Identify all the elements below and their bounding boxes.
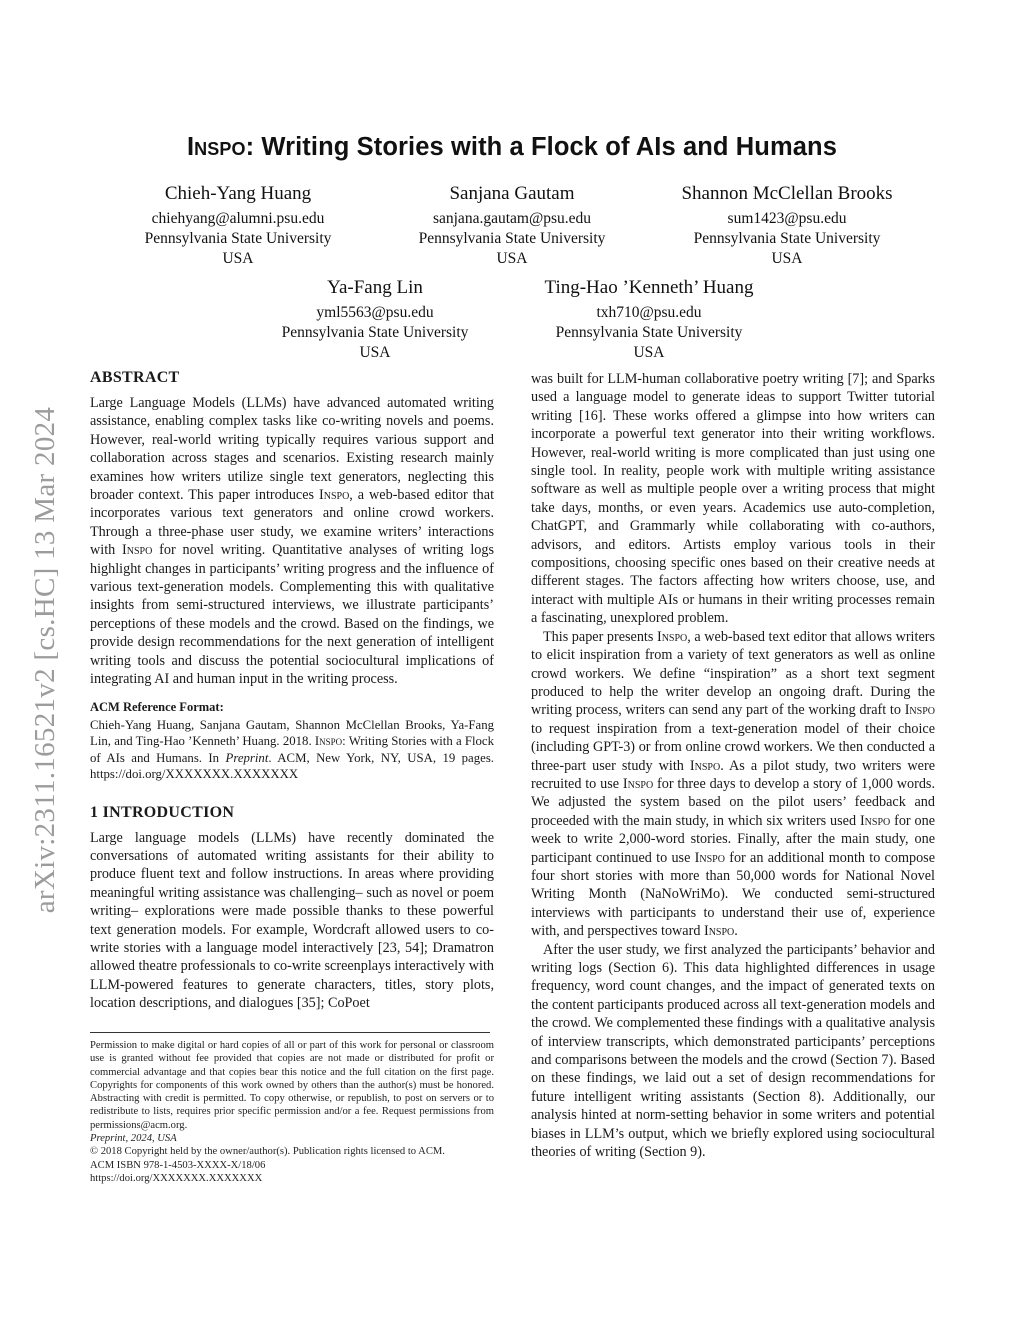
para-part: . <box>734 923 738 940</box>
doi-line: https://doi.org/XXXXXXX.XXXXXXX <box>90 1172 263 1184</box>
title-rest: : Writing Stories with a Flock of AIs and Humans <box>245 133 837 161</box>
author-affiliation: Pennsylvania State University <box>555 324 743 341</box>
abstract-part: Large Language Models (LLMs) have advanced automated writing assistance, enabling complex tasks like co-writing novels and poems. However, real-world writing typically requires various support and collaboration across stages and scenarios. Existing research mainly examines how writers utilize single text generators, neglecting this broader context. This paper introduces <box>90 395 494 504</box>
para-part: for three days to develop a story of 1,000 words. We adjusted the system based on the pilot users’ feedback and proceeded with the main study, in which six writers used <box>531 775 936 829</box>
para-part: for one week to write 2,000-word stories. Finally, after the main study, one participant continued to use <box>531 812 935 866</box>
intro-paragraph: After the user study, we first analyzed the participants’ behavior and writing logs (Section 6). This data highlighted differences in usage frequency, word count changes, and the impact of generated texts on the content participants produced across all text-generation models and the crowd. We complemented these findings with a qualitative analysis of interview transcripts, which demonstrated participants’ perceptions and comparisons between the models and the crowd (Section 7). Based on these findings, we laid out a set of design recommendations for future intelligent writing assistants (Section 8). Additionally, our analysis hinted at norm-setting behavior in some writers and potential biases in LLM’s output, which we briefly explored using sociocultural theories of writing (Section 9). <box>531 941 935 1161</box>
copyright-line: © 2018 Copyright held by the owner/author(s). Publication rights licensed to ACM. <box>90 1146 445 1158</box>
acm-ref-venue: Preprint <box>225 750 269 765</box>
acm-ref-heading: ACM Reference Format: <box>90 699 224 714</box>
intro-continued: was built for LLM-human collaborative poetry writing [7]; and Sparks used a language model to generate ideas to support Twitter tutorial writing [16]. These works offered a glimpse into how writers can incorporate a powerful text generator into their writing workflows. However, real-world writing is more complicated than just using one single tool. In reality, people work with multiple writing assistance software as well as multiple people over a writing process that might take days, months, or even years. Academics use auto-completion, ChatGPT, and Grammarly while collaborating with co-authors, advisors, and editors. Artists employ various tools in their compositions, choosing specific ones based on their creative needs at different stages. The factors affecting how writers choose, use, and interact with multiple AIs or humans in their writing processes remain a fascinating, unexplored problem. <box>531 371 935 627</box>
author-name: Shannon McClellan Brooks <box>681 183 893 204</box>
author-email: yml5563@psu.edu <box>316 304 434 321</box>
system-name: Inspo <box>689 757 721 774</box>
abstract-text <box>90 394 494 689</box>
author-name: Sanjana Gautam <box>449 183 575 204</box>
author-affiliation: Pennsylvania State University <box>418 230 606 247</box>
para-part: . As a pilot study, two writers were recruited to use <box>531 757 935 792</box>
system-name: Inspo <box>622 775 654 792</box>
arxiv-identifier: arXiv:2311.16521v2 [cs.HC] 13 Mar 2024 <box>29 406 61 914</box>
system-name: Inspo <box>656 628 688 645</box>
right-column <box>531 370 935 1161</box>
acm-ref-part: . ACM, New York, NY, USA, 19 pages. https://doi.org/XXXXXXX.XXXXXXX <box>90 750 494 781</box>
system-name: Inspo <box>187 133 246 161</box>
author-email: txh710@psu.edu <box>596 304 702 321</box>
author-country: USA <box>359 344 391 361</box>
author-block <box>499 276 799 363</box>
acm-ref-part: : Writing Stories with a Flock of AIs and Humans. In <box>90 734 494 765</box>
author-country: USA <box>222 250 254 267</box>
author-name: Ting-Hao ’Kenneth’ Huang <box>544 277 754 298</box>
author-name: Chieh-Yang Huang <box>164 183 312 204</box>
author-block <box>362 182 662 269</box>
system-name: Inspo <box>314 734 343 748</box>
left-column <box>90 368 494 1013</box>
system-name: Inspo <box>122 542 153 559</box>
author-block <box>637 182 937 269</box>
author-country: USA <box>496 250 528 267</box>
system-name: Inspo <box>859 812 891 829</box>
system-name: Inspo <box>694 849 725 866</box>
permission-notice: Permission to make digital or hard copies of all or part of this work for personal or classroom use is granted without fee provided that copies are not made or distributed for profit or commercial advantage and that copies bear this notice and the full citation on the first page. Copyrights for components of this work owned by others than the author(s) must be honored. Abstracting with credit is permitted. To copy otherwise, or republish, to post on servers or to redistribute to lists, requires prior specific permission and/or a fee. Request permissions from permissions@acm.org. <box>90 1040 494 1131</box>
author-country: USA <box>633 344 665 361</box>
footnote-divider <box>90 1032 490 1033</box>
abstract-heading: ABSTRACT <box>90 369 180 386</box>
system-name: Inspo <box>319 487 350 504</box>
system-name: Inspo <box>904 702 935 719</box>
para-part: to request inspiration from a text-generation model of their choice (including GPT-3) or from online crowd workers. We then conducted a three-part user study with <box>531 720 935 774</box>
venue-line: Preprint, 2024, USA <box>90 1133 177 1145</box>
intro-paragraph <box>531 628 935 941</box>
abstract-part: for novel writing. Quantitative analyses of writing logs highlight changes in participants’ writing progress and the influence of various text-generation models. Complementing this with qualitative insights from semi-structured interviews, we illustrate participants’ perceptions of these models and the crowd. Based on the findings, we provide design recommendations for the next generation of intelligent writing tools and discuss the potential sociocultural implications of integrating AI and human input in the writing process. <box>90 542 494 688</box>
author-block <box>88 182 388 269</box>
author-email: sanjana.gautam@psu.edu <box>432 210 592 227</box>
para-part: This paper presents <box>543 628 657 645</box>
author-affiliation: Pennsylvania State University <box>693 230 881 247</box>
author-name: Ya-Fang Lin <box>327 277 423 298</box>
system-name: Inspo <box>703 923 735 940</box>
author-country: USA <box>771 250 803 267</box>
acm-ref-part: Chieh-Yang Huang, Sanjana Gautam, Shannon McClellan Brooks, Ya-Fang Lin, and Ting-Hao ’Kenneth’ Huang. 2018. <box>90 717 494 748</box>
arxiv-stamp <box>28 350 62 970</box>
author-affiliation: Pennsylvania State University <box>144 230 332 247</box>
author-block <box>225 276 525 363</box>
abstract-part: , a web-based editor that incorporates various text generators and online crowd workers. Through a three-phase user study, we examine writers’ interactions with <box>90 487 495 559</box>
para-part: , a web-based text editor that allows writers to elicit inspiration from a variety of text generators as well as online crowd workers. We define “inspiration” as a short text segment produced to help the writer develop an ongoing draft. During the writing process, writers can send any part of the working draft to <box>531 628 935 719</box>
author-email: chiehyang@alumni.psu.edu <box>151 210 325 227</box>
para-part: for an additional month to compose four short stories with more than 50,000 words for National Novel Writing Month (NaNoWriMo). We conducted semi-structured interviews with participants to understand their use of, experience with, and perspectives toward <box>531 849 935 940</box>
footnote <box>90 1039 494 1185</box>
acm-ref-text <box>90 717 494 783</box>
paper-title <box>100 133 924 162</box>
author-affiliation: Pennsylvania State University <box>281 324 469 341</box>
introduction-heading: 1 INTRODUCTION <box>90 803 235 821</box>
isbn-line: ACM ISBN 978-1-4503-XXXX-X/18/06 <box>90 1159 266 1171</box>
intro-text: Large language models (LLMs) have recently dominated the conversations of automated writing assistants for their ability to produce fluent text and follow instructions. In areas where providing meaningful writing assistance was challenging– such as novel or poem writing– explorations were made possible thanks to these powerful text generation models. For example, Wordcraft allowed users to co-write stories with a language model interactively [23, 54]; Dramatron allowed theatre professionals to co-write screenplays interactively with LLM-powered features to generate characters, titles, story plots, location descriptions, and dialogues [35]; CoPoet <box>90 829 494 1012</box>
author-email: sum1423@psu.edu <box>727 210 847 227</box>
